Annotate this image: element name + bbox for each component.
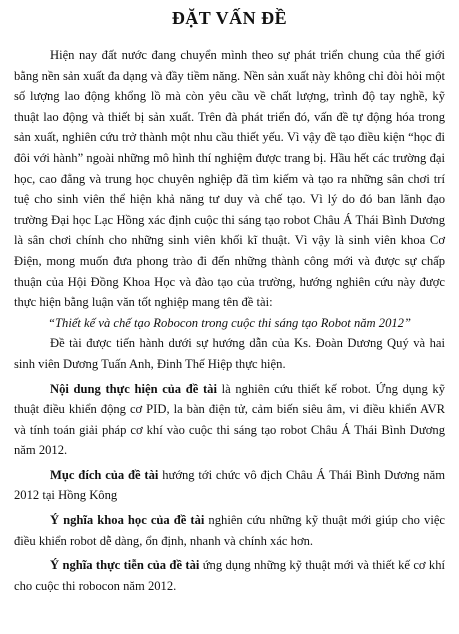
purpose-text: hướng tới chức vô địch Châu Á Thái Bình Dương năm 2012 tại Hồng Kông xyxy=(14,467,445,503)
page-title: ĐẶT VẤN ĐỀ xyxy=(171,8,288,28)
practice-label: Ý nghĩa thực tiễn của đề tài xyxy=(50,558,200,573)
science-text: nghiên cứu những kỹ thuật mới giúp cho việc điều khiển robot dễ dàng, ổn định, nhanh và chính xác hơn. xyxy=(14,513,445,548)
science-label: Ý nghĩa khoa học của đề tài xyxy=(50,513,205,528)
science-paragraph xyxy=(14,510,445,551)
intro-paragraph: Hiện nay đất nước đang chuyển mình theo sự phát triển chung của thế giới bằng nền sản xuất đa dạng và đầy tiềm năng. Nền sản xuất này không chỉ đòi hỏi một số lượng lao động khổng lồ mà còn yêu cầu về chất lượng, trình độ tay nghề, kỹ thuật lao động và thiết bị sản xuất. Trên đà phát triển đó, vấn đề tự động hóa trong sản xuất, nghiên cứu trở thành một nhu cầu thiết yếu. Vì vậy đề tạo điều kiện “học đi đôi với hành” ngoài những mô hình thí nghiệm được trang bị. Hầu hết các trường đại học, cao đẳng và trung học chuyên nghiệp đã tìm kiếm và tạo ra những sân chơi trí tuệ cho sinh viên thể hiện khả năng tư duy và chế tạo. Vì lý do đó ban lãnh đạo trường Đại học Lạc Hồng xác định cuộc thi sáng tạo robot Châu Á Thái Bình Dương là sân chơi chính cho những sinh viên khối kĩ thuật. Vì vậy là sinh viên khoa Cơ Điện, mong muốn đưa phong trào đi đến những thành công mới và được sự chấp thuận của Hội Đồng Khoa Học và đào tạo của trường, hướng nghiên cứu này được thực hiện bằng luận văn tốt nghiệp mang tên đề tài: xyxy=(14,48,445,310)
content-text: là nghiên cứu thiết kế robot. Ứng dụng kỹ thuật điều khiển động cơ PID, la bàn điện tử, cảm biến siêu âm, vi điều khiển AVR và tính toán giải pháp cơ khí vào cuộc thi sáng tạo robot Châu Á Thái Bình Dương năm 2012. xyxy=(14,381,445,458)
purpose-label: Mục đích của đề tài xyxy=(50,467,159,482)
practice-paragraph xyxy=(14,555,445,596)
thesis-title: “Thiết kế và chế tạo Robocon trong cuộc thi sáng tạo Robot năm 2012” xyxy=(48,315,411,330)
content-label: Nội dung thực hiện của đề tài xyxy=(50,381,217,396)
guidance-paragraph: Đề tài được tiến hành dưới sự hướng dẫn của Ks. Đoàn Dương Quý và hai sinh viên Dương Tuấn Anh, Đinh Thế Hiệp thực hiện. xyxy=(14,336,445,371)
content-paragraph xyxy=(14,379,445,461)
purpose-paragraph xyxy=(14,465,445,506)
practice-text: ứng dụng những kỹ thuật mới và thiết kế cơ khí cho cuộc thi robocon năm 2012. xyxy=(14,558,445,593)
